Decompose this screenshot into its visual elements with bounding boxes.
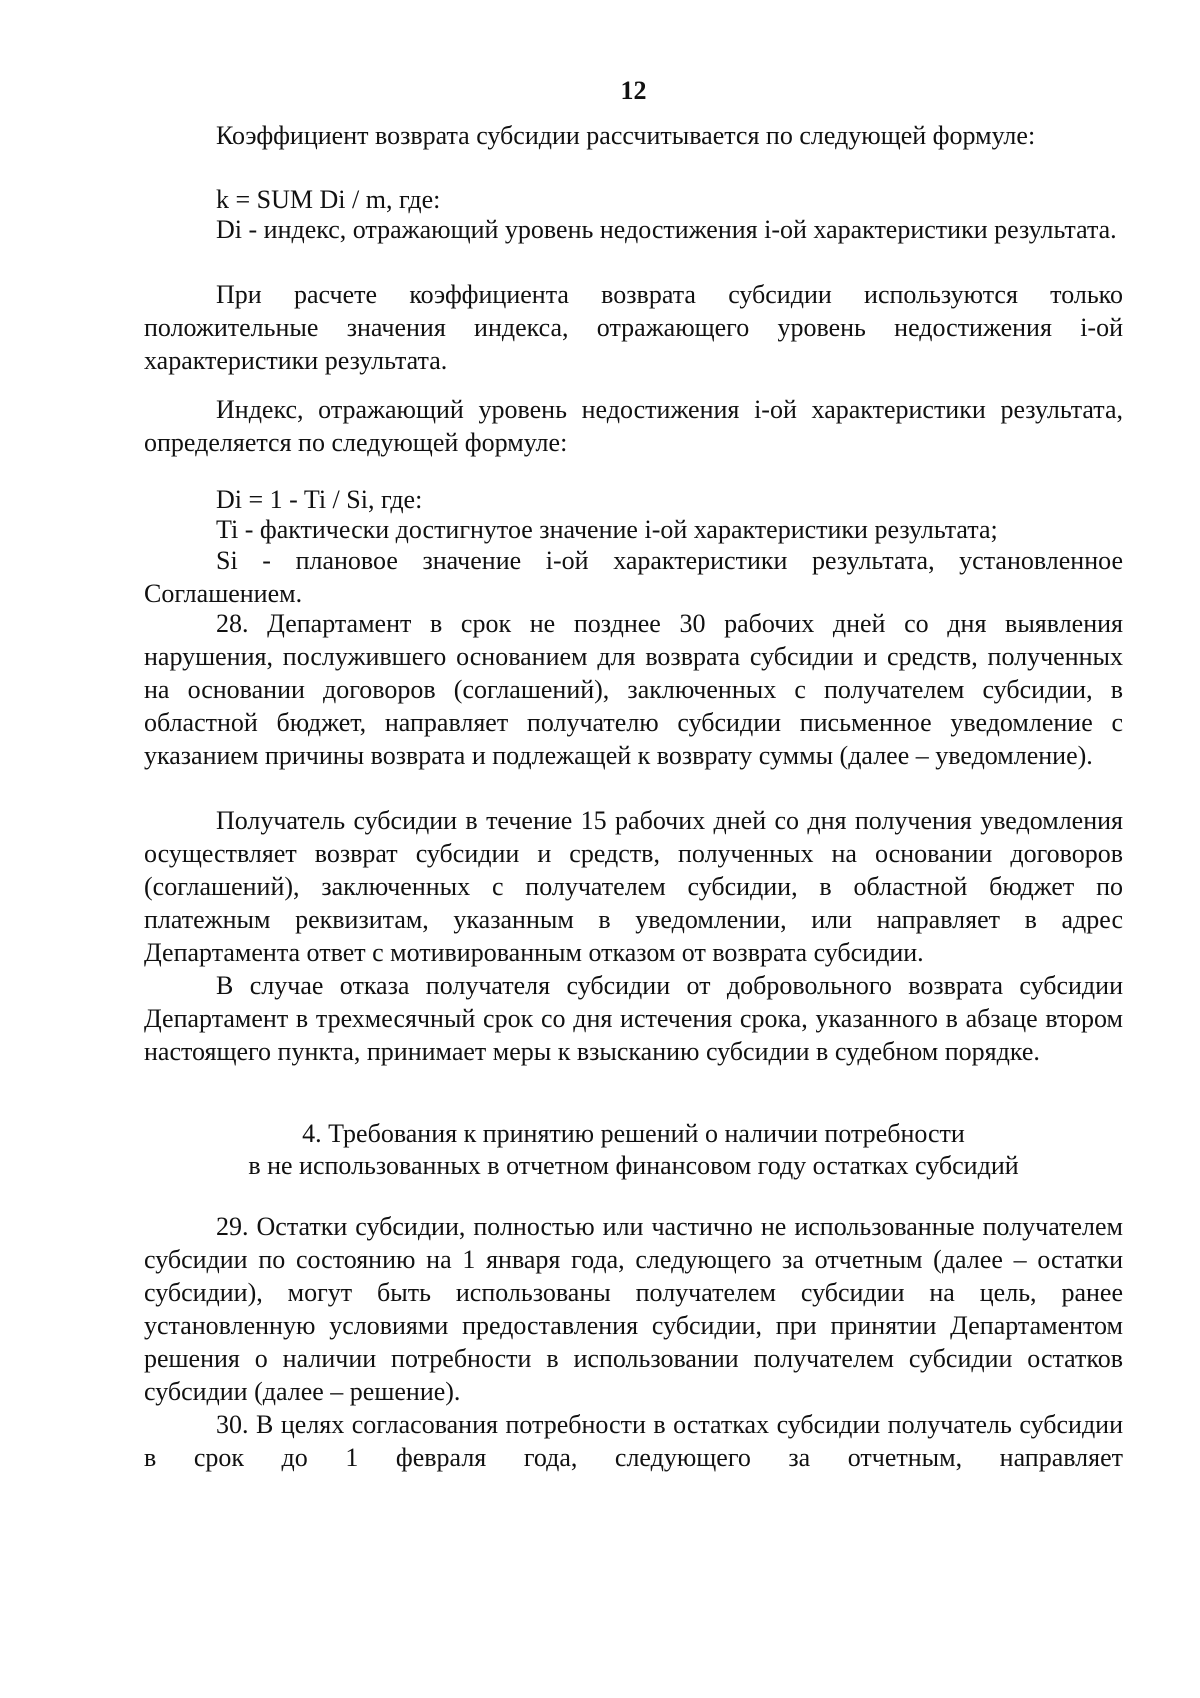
page-number: 12 <box>620 76 647 105</box>
formula-k: k = SUM Di / m, где: <box>216 185 441 214</box>
paragraph-si-definition: Si - плановое значение i-ой характеристики результата, установленное Соглашением. <box>144 546 1123 608</box>
section-heading-line-1: 4. Требования к принятию решений о наличии потребности <box>302 1119 965 1148</box>
paragraph-item-30: 30. В целях согласования потребности в остатках субсидии получатель субсидии в срок до 1 февраля года, следующего за отчетным, направляет <box>144 1410 1123 1472</box>
paragraph-item-28: 28. Департамент в срок не позднее 30 рабочих дней со дня выявления нарушения, послужившего основанием для возврата субсидии и средств, полученных на основании договоров (соглашений), заключенных с получателем субсидии, в областной бюджет, направляет получателю субсидии письменное уведомление с указанием причины возврата и подлежащей к возврату суммы (далее – уведомление). <box>144 609 1123 770</box>
paragraph-ti-definition: Ti - фактически достигнутое значение i-ой характеристики результата; <box>216 515 998 544</box>
paragraph: Индекс, отражающий уровень недостижения i-ой характеристики результата, определяется по следующей формуле: <box>144 395 1123 457</box>
paragraph: Коэффициент возврата субсидии рассчитывается по следующей формуле: <box>216 121 1036 150</box>
paragraph: В случае отказа получателя субсидии от добровольного возврата субсидии Департамент в трехмесячный срок со дня истечения срока, указанного в абзаце втором настоящего пункта, принимает меры к взысканию субсидии в судебном порядке. <box>144 971 1123 1066</box>
paragraph: Получатель субсидии в течение 15 рабочих дней со дня получения уведомления осуществляет возврат субсидии и средств, полученных на основании договоров (соглашений), заключенных с получателем субсидии, в областной бюджет по платежным реквизитам, указанным в уведомлении, или направляет в адрес Департамента ответ с мотивированным отказом от возврата субсидии. <box>144 806 1123 967</box>
paragraph-di-definition: Di - индекс, отражающий уровень недостижения i-ой характеристики результата. <box>216 215 1117 244</box>
formula-di: Di = 1 - Ti / Si, где: <box>216 485 423 514</box>
paragraph-item-29: 29. Остатки субсидии, полностью или частично не использованные получателем субсидии по состоянию на 1 января года, следующего за отчетным (далее – остатки субсидии), могут быть использованы получателем субсидии на цель, ранее установленную условиями предоставления субсидии, при принятии Департаментом решения о наличии потребности в использовании получателем субсидии остатков субсидии (далее – решение). <box>144 1212 1123 1406</box>
section-heading-line-2: в не использованных в отчетном финансовом году остатках субсидий <box>248 1151 1019 1180</box>
paragraph: При расчете коэффициента возврата субсидии используются только положительные значения индекса, отражающего уровень недостижения i-ой характеристики результата. <box>144 280 1123 375</box>
